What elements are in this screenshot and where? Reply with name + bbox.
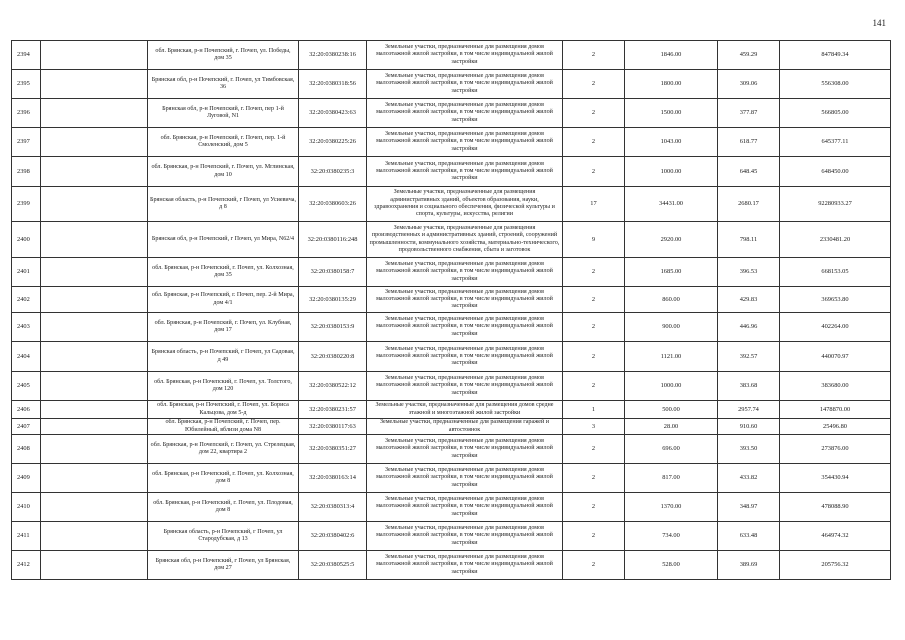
cadastral-value-cell: 668153.05 [780, 258, 891, 287]
rate-cell: 309.06 [718, 70, 780, 99]
land-use-cell: Земельные участки, предназначенные для размещения домов малоэтажной жилой застройки, в том числе индивидуальной жилой застройки [367, 342, 563, 372]
row-number: 2407 [12, 419, 41, 435]
rate-cell: 798.11 [718, 222, 780, 258]
rate-cell: 348.97 [718, 493, 780, 522]
cadastral-value-cell: 556308.00 [780, 70, 891, 99]
cadastral-number-cell: 32:20:0380163:14 [299, 464, 367, 493]
address-cell: обл. Брянская, р-н Почепский, г. Почеп, ул. Стрелецкая, дом 22, квартира 2 [148, 435, 299, 464]
table-row [12, 464, 891, 493]
empty-cell [41, 258, 148, 287]
empty-cell [41, 187, 148, 222]
category-cell: 3 [563, 419, 625, 435]
row-number: 2398 [12, 157, 41, 187]
cadastral-value-cell: 847849.34 [780, 41, 891, 70]
land-use-cell: Земельные участки, предназначенные для размещения домов малоэтажной жилой застройки, в том числе индивидуальной жилой застройки [367, 464, 563, 493]
land-use-cell: Земельные участки, предназначенные для размещения домов малоэтажной жилой застройки, в том числе индивидуальной жилой застройки [367, 372, 563, 401]
land-use-cell: Земельные участки, предназначенные для размещения домов малоэтажной жилой застройки, в том числе индивидуальной жилой застройки [367, 128, 563, 157]
row-number: 2405 [12, 372, 41, 401]
address-cell: Брянская область, р-н Почепский, г Почеп, ул Стародубская, д 13 [148, 522, 299, 551]
empty-cell [41, 419, 148, 435]
table-row [12, 128, 891, 157]
address-cell: Брянская область, р-н Почепский, г Почеп, ул Усиевича, д 8 [148, 187, 299, 222]
area-cell: 1846.00 [625, 41, 718, 70]
row-number: 2403 [12, 313, 41, 342]
category-cell: 2 [563, 99, 625, 128]
land-use-cell: Земельные участки, предназначенные для размещения домов малоэтажной жилой застройки, в том числе индивидуальной жилой застройки [367, 522, 563, 551]
address-cell: Брянская обл, р-н Почепский, г. Почеп, ул Тимбовская, 36 [148, 70, 299, 99]
rate-cell: 396.53 [718, 258, 780, 287]
table-row [12, 372, 891, 401]
row-number: 2412 [12, 551, 41, 580]
row-number: 2408 [12, 435, 41, 464]
rate-cell: 389.69 [718, 551, 780, 580]
area-cell: 1121.00 [625, 342, 718, 372]
cadastral-number-cell: 32:20:0380351:27 [299, 435, 367, 464]
land-use-cell: Земельные участки, предназначенные для размещения домов малоэтажной жилой застройки, в том числе индивидуальной жилой застройки [367, 493, 563, 522]
rate-cell: 429.83 [718, 287, 780, 313]
cadastral-value-cell: 205756.32 [780, 551, 891, 580]
row-number: 2395 [12, 70, 41, 99]
address-cell: Брянская обл, р-н Почепский, г Почеп, ул Мира, N62/4 [148, 222, 299, 258]
cadastral-value-cell: 354430.94 [780, 464, 891, 493]
land-use-cell: Земельные участки, предназначенные для размещения домов малоэтажной жилой застройки, в том числе индивидуальной жилой застройки [367, 435, 563, 464]
address-cell: обл. Брянская, р-н Почепский, г. Почеп, пер. 1-й Смоленский, дом 5 [148, 128, 299, 157]
cadastral-value-cell: 383680.00 [780, 372, 891, 401]
category-cell: 2 [563, 342, 625, 372]
empty-cell [41, 287, 148, 313]
land-use-cell: Земельные участки, предназначенные для размещения административных зданий, объектов образования, науки, здравоохранения и социального обеспечения, физической культуры и спорта, культуры, искусства, религии [367, 187, 563, 222]
category-cell: 2 [563, 464, 625, 493]
address-cell: обл. Брянская, р-н Почепский, г. Почеп, ул. Плодовая, дом 8 [148, 493, 299, 522]
table-row [12, 187, 891, 222]
rate-cell: 377.87 [718, 99, 780, 128]
category-cell: 2 [563, 522, 625, 551]
category-cell: 2 [563, 128, 625, 157]
row-number: 2411 [12, 522, 41, 551]
address-cell: Брянская обл, р-н Почепский, г Почеп, ул Брянская, дом 27 [148, 551, 299, 580]
cadastral-value-cell: 645377.11 [780, 128, 891, 157]
rate-cell: 910.60 [718, 419, 780, 435]
area-cell: 528.00 [625, 551, 718, 580]
address-cell: Брянская обл, р-н Почепский, г. Почеп, пер 1-й Луговой, N1 [148, 99, 299, 128]
table-row [12, 313, 891, 342]
empty-cell [41, 401, 148, 419]
area-cell: 1000.00 [625, 372, 718, 401]
empty-cell [41, 464, 148, 493]
empty-cell [41, 313, 148, 342]
rate-cell: 383.68 [718, 372, 780, 401]
category-cell: 2 [563, 435, 625, 464]
category-cell: 2 [563, 258, 625, 287]
table-row [12, 222, 891, 258]
area-cell: 1043.00 [625, 128, 718, 157]
land-use-cell: Земельные участки, предназначенные для размещения домов малоэтажной жилой застройки, в том числе индивидуальной жилой застройки [367, 287, 563, 313]
row-number: 2410 [12, 493, 41, 522]
cadastral-value-cell: 566805.00 [780, 99, 891, 128]
row-number: 2396 [12, 99, 41, 128]
category-cell: 2 [563, 41, 625, 70]
rate-cell: 2680.17 [718, 187, 780, 222]
area-cell: 734.00 [625, 522, 718, 551]
table-row [12, 522, 891, 551]
category-cell: 2 [563, 551, 625, 580]
land-use-cell: Земельные участки, предназначенные для размещения домов малоэтажной жилой застройки, в том числе индивидуальной жилой застройки [367, 70, 563, 99]
rate-cell: 392.57 [718, 342, 780, 372]
table-row [12, 287, 891, 313]
address-cell: обл. Брянская, р-н Почепский, г. Почеп, ул. Колхозная, дом 8 [148, 464, 299, 493]
cadastral-number-cell: 32:20:0380313:4 [299, 493, 367, 522]
land-use-cell: Земельные участки, предназначенные для размещения домов малоэтажной жилой застройки, в том числе индивидуальной жилой застройки [367, 551, 563, 580]
cadastral-number-cell: 32:20:0380238:16 [299, 41, 367, 70]
land-register-table [11, 40, 891, 580]
cadastral-number-cell: 32:20:0380117:63 [299, 419, 367, 435]
empty-cell [41, 222, 148, 258]
cadastral-number-cell: 32:20:0380603:26 [299, 187, 367, 222]
cadastral-number-cell: 32:20:0380318:56 [299, 70, 367, 99]
category-cell: 2 [563, 157, 625, 187]
area-cell: 2920.00 [625, 222, 718, 258]
row-number: 2400 [12, 222, 41, 258]
area-cell: 817.00 [625, 464, 718, 493]
address-cell: обл. Брянская, р-н Почепский, г. Почеп, ул. Бориса Кальцова, дом 5-д [148, 401, 299, 419]
table-row [12, 99, 891, 128]
empty-cell [41, 41, 148, 70]
empty-cell [41, 551, 148, 580]
address-cell: обл. Брянская, р-н Почепский, г. Почеп, ул. Победы, дом 35 [148, 41, 299, 70]
table-row [12, 258, 891, 287]
table-row [12, 419, 891, 435]
empty-cell [41, 342, 148, 372]
category-cell: 1 [563, 401, 625, 419]
cadastral-number-cell: 32:20:0380116:248 [299, 222, 367, 258]
area-cell: 28.00 [625, 419, 718, 435]
table-row [12, 157, 891, 187]
row-number: 2394 [12, 41, 41, 70]
area-cell: 900.00 [625, 313, 718, 342]
area-cell: 1800.00 [625, 70, 718, 99]
cadastral-number-cell: 32:20:0380225:26 [299, 128, 367, 157]
empty-cell [41, 128, 148, 157]
rate-cell: 433.82 [718, 464, 780, 493]
area-cell: 860.00 [625, 287, 718, 313]
cadastral-number-cell: 32:20:0380522:12 [299, 372, 367, 401]
area-cell: 34431.00 [625, 187, 718, 222]
cadastral-value-cell: 464974.32 [780, 522, 891, 551]
table-row [12, 551, 891, 580]
cadastral-value-cell: 440070.97 [780, 342, 891, 372]
table-row [12, 435, 891, 464]
address-cell: Брянская область, р-н Почепский, г Почеп, ул Садовая, д 49 [148, 342, 299, 372]
rate-cell: 393.50 [718, 435, 780, 464]
table-row [12, 401, 891, 419]
address-cell: обл. Брянская, р-н Почепский, г. Почеп, пер. 2-й Мира, дом 4/1 [148, 287, 299, 313]
cadastral-number-cell: 32:20:0380135:29 [299, 287, 367, 313]
rate-cell: 459.29 [718, 41, 780, 70]
empty-cell [41, 157, 148, 187]
cadastral-value-cell: 273876.00 [780, 435, 891, 464]
empty-cell [41, 435, 148, 464]
address-cell: обл. Брянская, р-н Почепский, г. Почеп, ул. Колхозная, дом 35 [148, 258, 299, 287]
category-cell: 17 [563, 187, 625, 222]
area-cell: 1685.00 [625, 258, 718, 287]
cadastral-value-cell: 1478870.00 [780, 401, 891, 419]
category-cell: 2 [563, 287, 625, 313]
category-cell: 2 [563, 372, 625, 401]
cadastral-value-cell: 92280933.27 [780, 187, 891, 222]
row-number: 2409 [12, 464, 41, 493]
empty-cell [41, 70, 148, 99]
area-cell: 1000.00 [625, 157, 718, 187]
table-row [12, 70, 891, 99]
land-use-cell: Земельные участки, предназначенные для размещения домов малоэтажной жилой застройки, в том числе индивидуальной жилой застройки [367, 41, 563, 70]
category-cell: 2 [563, 70, 625, 99]
land-use-cell: Земельные участки, предназначенные для размещения домов малоэтажной жилой застройки, в том числе индивидуальной жилой застройки [367, 99, 563, 128]
rate-cell: 2957.74 [718, 401, 780, 419]
area-cell: 1370.00 [625, 493, 718, 522]
land-use-cell: Земельные участки, предназначенные для размещения домов средне этажной и многоэтажной жилой застройки [367, 401, 563, 419]
area-cell: 696.00 [625, 435, 718, 464]
category-cell: 2 [563, 313, 625, 342]
cadastral-number-cell: 32:20:0380158:7 [299, 258, 367, 287]
rate-cell: 648.45 [718, 157, 780, 187]
rate-cell: 618.77 [718, 128, 780, 157]
rate-cell: 633.48 [718, 522, 780, 551]
area-cell: 500.00 [625, 401, 718, 419]
cadastral-value-cell: 402264.00 [780, 313, 891, 342]
empty-cell [41, 372, 148, 401]
cadastral-number-cell: 32:20:0380402:6 [299, 522, 367, 551]
table-row [12, 342, 891, 372]
land-use-cell: Земельные участки, предназначенные для размещения домов малоэтажной жилой застройки, в том числе индивидуальной жилой застройки [367, 157, 563, 187]
area-cell: 1500.00 [625, 99, 718, 128]
address-cell: обл. Брянская, р-н Почепский, г. Почеп, ул. Толстого, дом 120 [148, 372, 299, 401]
cadastral-number-cell: 32:20:0380235:3 [299, 157, 367, 187]
cadastral-value-cell: 2330481.20 [780, 222, 891, 258]
row-number: 2404 [12, 342, 41, 372]
address-cell: обл. Брянская, р-н Почепский, г. Почеп, ул. Клубная, дом 17 [148, 313, 299, 342]
land-use-cell: Земельные участки, предназначенные для размещения домов малоэтажной жилой застройки, в том числе индивидуальной жилой застройки [367, 258, 563, 287]
cadastral-value-cell: 478088.90 [780, 493, 891, 522]
rate-cell: 446.96 [718, 313, 780, 342]
cadastral-value-cell: 369653.80 [780, 287, 891, 313]
cadastral-value-cell: 25496.80 [780, 419, 891, 435]
category-cell: 2 [563, 493, 625, 522]
address-cell: обл. Брянская, р-н Почепский, г. Почеп, ул. Мглинская, дом 10 [148, 157, 299, 187]
land-use-cell: Земельные участки, предназначенные для размещения производственных и административных зданий, строений, сооружений промышленности, коммунального хозяйства, материально-технического, продовольственного снабжения, сбыта и заготовок [367, 222, 563, 258]
row-number: 2397 [12, 128, 41, 157]
cadastral-number-cell: 32:20:0380423:63 [299, 99, 367, 128]
row-number: 2402 [12, 287, 41, 313]
cadastral-number-cell: 32:20:0380153:9 [299, 313, 367, 342]
cadastral-number-cell: 32:20:0380220:8 [299, 342, 367, 372]
row-number: 2401 [12, 258, 41, 287]
page-number: 141 [872, 18, 886, 28]
category-cell: 9 [563, 222, 625, 258]
table-row [12, 493, 891, 522]
empty-cell [41, 99, 148, 128]
row-number: 2399 [12, 187, 41, 222]
row-number: 2406 [12, 401, 41, 419]
land-use-cell: Земельные участки, предназначенные для размещения гаражей и автостоянок [367, 419, 563, 435]
table-row [12, 41, 891, 70]
address-cell: обл. Брянская, р-н Почепский, г. Почеп, пер. Юбилейный, вблизи дома N8 [148, 419, 299, 435]
cadastral-number-cell: 32:20:0380231:57 [299, 401, 367, 419]
empty-cell [41, 493, 148, 522]
cadastral-number-cell: 32:20:0380525:5 [299, 551, 367, 580]
land-use-cell: Земельные участки, предназначенные для размещения домов малоэтажной жилой застройки, в том числе индивидуальной жилой застройки [367, 313, 563, 342]
empty-cell [41, 522, 148, 551]
cadastral-value-cell: 648450.00 [780, 157, 891, 187]
